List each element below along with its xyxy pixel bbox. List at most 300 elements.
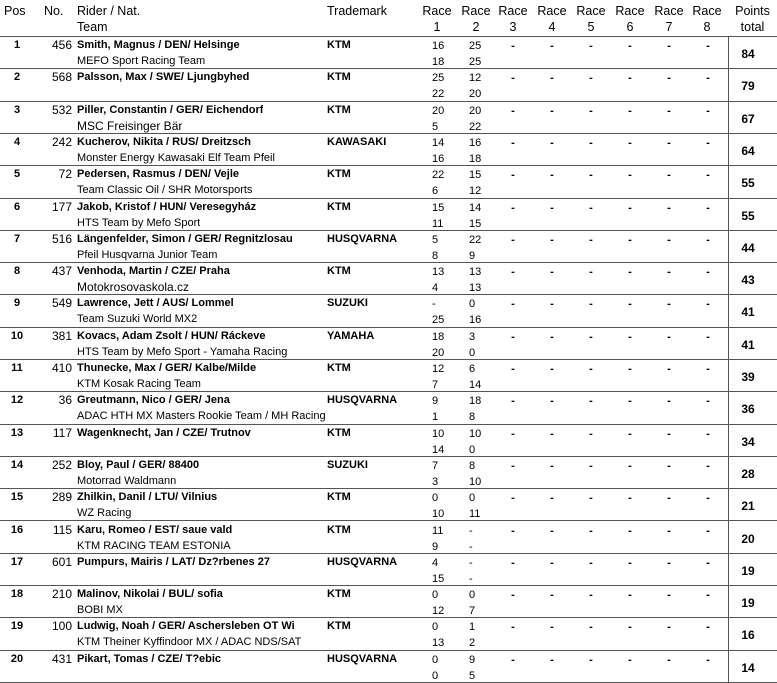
rider-position: 3 xyxy=(13,103,21,116)
header-race-7-number: 7 xyxy=(665,20,673,34)
rider-number: 72 xyxy=(58,167,72,182)
race-8-result: - xyxy=(706,330,710,343)
rider-name: Thunecke, Max / GER/ Kalbe/Milde xyxy=(77,362,257,374)
race-1-result: 5 xyxy=(432,233,439,246)
race-8-result: - xyxy=(706,169,710,182)
rider-team: WZ Racing xyxy=(77,507,132,520)
table-header xyxy=(0,0,777,36)
rider-trademark: YAMAHA xyxy=(327,329,375,342)
table-row xyxy=(0,134,777,166)
rider-number: 601 xyxy=(51,554,72,569)
rider-trademark: KTM xyxy=(327,426,351,439)
rider-position: 9 xyxy=(13,297,21,310)
rider-position: 12 xyxy=(10,394,24,407)
rider-position: 7 xyxy=(13,232,21,245)
race-2-result: 13 xyxy=(469,266,482,279)
rider-number: 36 xyxy=(58,393,72,408)
race-6-result: - xyxy=(628,524,632,537)
race-1-result-second: 6 xyxy=(432,185,439,198)
points-total: 28 xyxy=(741,466,755,481)
header-race-8-number: 8 xyxy=(703,20,711,34)
rider-position: 2 xyxy=(13,71,21,84)
race-4-result: - xyxy=(550,556,554,569)
race-3-result: - xyxy=(511,298,515,311)
race-1-result-second: 22 xyxy=(432,88,445,101)
rider-position: 11 xyxy=(11,362,23,374)
race-2-result-second: 8 xyxy=(469,411,476,424)
race-2-result: 9 xyxy=(469,653,476,666)
rider-trademark: KTM xyxy=(327,103,351,116)
rider-number: 210 xyxy=(51,587,72,602)
rider-position: 18 xyxy=(10,588,24,601)
race-8-result: - xyxy=(706,621,710,634)
race-3-result: - xyxy=(511,556,515,569)
race-1-result-second: 11 xyxy=(432,217,444,230)
race-7-result: - xyxy=(667,169,671,182)
rider-team: Pfeil Husqvarna Junior Team xyxy=(77,248,218,261)
header-race-6-label: Race xyxy=(615,4,645,18)
header-points: Points xyxy=(735,4,770,18)
race-3-result: - xyxy=(511,330,515,343)
rider-position: 5 xyxy=(13,168,21,181)
rider-team: MSC Freisinger Bär xyxy=(77,118,183,133)
race-2-result: 14 xyxy=(469,201,482,214)
race-1-result-second: 1 xyxy=(432,411,439,424)
race-1-result: 9 xyxy=(432,395,439,408)
rider-trademark: KTM xyxy=(327,523,351,536)
race-5-result: - xyxy=(589,363,593,375)
race-2-result-second: 7 xyxy=(469,605,476,618)
race-8-result: - xyxy=(706,395,710,408)
table-row xyxy=(0,425,777,457)
rider-position: 13 xyxy=(10,426,24,439)
rider-position: 14 xyxy=(10,458,24,471)
race-1-result: 0 xyxy=(432,653,439,666)
race-5-result: - xyxy=(589,621,593,634)
rider-position: 1 xyxy=(13,39,21,51)
race-6-result: - xyxy=(628,233,632,246)
race-1-result: 14 xyxy=(432,136,445,149)
header-race-1-label: Race xyxy=(422,4,452,18)
race-4-result: - xyxy=(550,136,554,149)
table-row xyxy=(0,37,777,69)
race-8-result: - xyxy=(706,653,710,666)
rider-team: Motorrad Waldmann xyxy=(77,474,177,487)
rider-name: Ludwig, Noah / GER/ Aschersleben OT Wi xyxy=(77,620,295,633)
rider-trademark: KTM xyxy=(327,168,351,181)
race-1-result: 4 xyxy=(432,556,439,569)
race-6-result: - xyxy=(628,589,632,602)
points-total: 21 xyxy=(741,499,755,514)
race-8-result: - xyxy=(706,201,710,214)
rider-team: MEFO Sport Racing Team xyxy=(77,55,206,67)
race-4-result: - xyxy=(550,589,554,602)
header-pos: Pos xyxy=(4,4,26,18)
race-3-result: - xyxy=(511,459,515,472)
race-1-result-second: 8 xyxy=(432,249,439,262)
race-2-result-second: - xyxy=(469,540,473,553)
rider-trademark: KTM xyxy=(327,71,351,84)
race-7-result: - xyxy=(667,136,671,149)
race-6-result: - xyxy=(628,40,632,52)
race-1-result: 15 xyxy=(432,201,445,214)
race-3-result: - xyxy=(511,136,515,149)
race-5-result: - xyxy=(589,492,593,505)
race-6-result: - xyxy=(628,104,632,117)
rider-trademark: KTM xyxy=(327,620,351,633)
rider-name: Karu, Romeo / EST/ saue vald xyxy=(77,523,233,536)
race-8-result: - xyxy=(706,589,710,602)
rider-name: Pumpurs, Mairis / LAT/ Dz?rbenes 27 xyxy=(77,555,270,568)
race-2-result: 3 xyxy=(469,330,476,343)
race-5-result: - xyxy=(589,169,593,182)
race-4-result: - xyxy=(550,72,554,85)
rider-name: Zhilkin, Danil / LTU/ Vilnius xyxy=(77,491,218,504)
table-row xyxy=(0,586,777,618)
points-total: 44 xyxy=(741,240,755,255)
race-1-result-second: 25 xyxy=(432,314,445,327)
rider-trademark: KAWASAKI xyxy=(327,135,387,148)
points-total: 79 xyxy=(741,79,755,94)
race-2-result: - xyxy=(469,524,473,537)
race-1-result: 11 xyxy=(432,524,444,537)
race-2-result-second: 10 xyxy=(469,475,482,488)
header-no: No. xyxy=(44,4,64,18)
race-8-result: - xyxy=(706,233,710,246)
race-4-result: - xyxy=(550,653,554,666)
rider-position: 16 xyxy=(10,523,24,536)
race-2-result-second: 22 xyxy=(469,120,482,133)
race-2-result-second: 13 xyxy=(469,282,482,295)
race-3-result: - xyxy=(511,395,515,408)
race-6-result: - xyxy=(628,169,632,182)
race-4-result: - xyxy=(550,266,554,279)
rider-name: Wagenknecht, Jan / CZE/ Trutnov xyxy=(77,426,251,439)
rider-position: 4 xyxy=(13,135,21,148)
header-race-2-label: Race xyxy=(461,4,491,18)
race-2-result: 16 xyxy=(469,136,482,149)
race-4-result: - xyxy=(550,524,554,537)
race-1-result-second: 5 xyxy=(432,120,439,133)
race-6-result: - xyxy=(628,72,632,85)
race-2-result: 15 xyxy=(469,169,482,182)
race-5-result: - xyxy=(589,298,593,311)
race-7-result: - xyxy=(667,201,671,214)
race-8-result: - xyxy=(706,427,710,440)
rider-team: ADAC HTH MX Masters Rookie Team / MH Racing xyxy=(77,410,326,423)
race-1-result-second: 16 xyxy=(432,152,445,165)
table-row xyxy=(0,618,777,650)
rider-number: 568 xyxy=(51,70,72,85)
race-6-result: - xyxy=(628,266,632,279)
race-6-result: - xyxy=(628,395,632,408)
table-row xyxy=(0,295,777,327)
header-race-8-label: Race xyxy=(692,4,722,18)
points-total: 41 xyxy=(741,337,755,352)
race-1-result-second: 3 xyxy=(432,475,439,488)
race-4-result: - xyxy=(550,169,554,182)
header-race-5-number: 5 xyxy=(587,20,595,34)
rider-name: Bloy, Paul / GER/ 88400 xyxy=(77,458,200,471)
race-1-result: 22 xyxy=(432,169,445,182)
race-3-result: - xyxy=(511,40,515,52)
race-8-result: - xyxy=(706,363,710,375)
race-2-result-second: 0 xyxy=(469,346,476,359)
points-total: 34 xyxy=(741,434,755,449)
race-3-result: - xyxy=(511,169,515,182)
race-8-result: - xyxy=(706,459,710,472)
rider-position: 15 xyxy=(10,491,24,504)
table-row xyxy=(0,489,777,521)
rider-number: 100 xyxy=(51,619,72,634)
points-total: 41 xyxy=(741,305,755,320)
header-team: Team xyxy=(77,20,108,34)
header-race-7-label: Race xyxy=(654,4,684,18)
race-8-result: - xyxy=(706,136,710,149)
race-4-result: - xyxy=(550,395,554,408)
header-rider: Rider / Nat. xyxy=(77,4,141,18)
race-7-result: - xyxy=(667,524,671,537)
race-7-result: - xyxy=(667,363,671,375)
rider-name: Lawrence, Jett / AUS/ Lommel xyxy=(77,297,234,310)
race-5-result: - xyxy=(589,201,593,214)
race-3-result: - xyxy=(511,589,515,602)
rider-number: 177 xyxy=(51,199,72,214)
race-5-result: - xyxy=(589,72,593,85)
points-total: 14 xyxy=(741,660,755,675)
header-race-6-number: 6 xyxy=(626,20,634,34)
race-2-result-second: 2 xyxy=(469,637,476,650)
race-5-result: - xyxy=(589,459,593,472)
race-8-result: - xyxy=(706,266,710,279)
rider-name: Piller, Constantin / GER/ Eichendorf xyxy=(77,103,264,116)
rider-name: Malinov, Nikolai / BUL/ sofia xyxy=(77,588,223,601)
points-total: 19 xyxy=(741,563,755,578)
race-8-result: - xyxy=(706,524,710,537)
race-2-result-second: 11 xyxy=(469,508,481,521)
points-total: 67 xyxy=(741,111,755,126)
race-5-result: - xyxy=(589,136,593,149)
points-total: 55 xyxy=(741,176,755,191)
race-6-result: - xyxy=(628,427,632,440)
race-6-result: - xyxy=(628,459,632,472)
table-row xyxy=(0,554,777,586)
rider-team: KTM Kosak Racing Team xyxy=(77,378,201,390)
rider-number: 437 xyxy=(51,264,72,279)
header-total: total xyxy=(740,20,765,34)
header-race-1-number: 1 xyxy=(433,20,441,34)
race-7-result: - xyxy=(667,427,671,440)
race-3-result: - xyxy=(511,427,515,440)
race-5-result: - xyxy=(589,653,593,666)
race-8-result: - xyxy=(706,298,710,311)
race-1-result-second: 4 xyxy=(432,282,439,295)
rider-name: Pikart, Tomas / CZE/ T?ebic xyxy=(77,652,222,665)
rider-trademark: HUSQVARNA xyxy=(327,652,398,665)
race-7-result: - xyxy=(667,653,671,666)
race-1-result: 0 xyxy=(432,492,439,505)
rider-number: 117 xyxy=(52,425,72,440)
rider-trademark: HUSQVARNA xyxy=(327,555,398,568)
race-2-result-second: 20 xyxy=(469,88,482,101)
points-total: 16 xyxy=(741,628,755,643)
race-2-result-second: 12 xyxy=(469,185,482,198)
race-2-result-second: 0 xyxy=(469,443,476,456)
race-2-result: 22 xyxy=(469,233,482,246)
header-race-3-number: 3 xyxy=(509,20,517,34)
rider-team: Team Classic Oil / SHR Motorsports xyxy=(77,184,253,197)
rider-trademark: SUZUKI xyxy=(327,297,368,310)
race-2-result: 0 xyxy=(469,298,476,311)
race-7-result: - xyxy=(667,589,671,602)
race-3-result: - xyxy=(511,233,515,246)
rider-trademark: HUSQVARNA xyxy=(327,232,398,245)
header-trademark: Trademark xyxy=(327,4,387,18)
race-5-result: - xyxy=(589,524,593,537)
race-1-result: 20 xyxy=(432,104,445,117)
race-5-result: - xyxy=(589,104,593,117)
rider-name: Jakob, Kristof / HUN/ Veresegyház xyxy=(77,200,257,213)
rider-team: Monster Energy Kawasaki Elf Team Pfeil xyxy=(77,151,275,164)
table-row xyxy=(0,360,777,392)
table-row xyxy=(0,102,777,134)
race-1-result-second: 15 xyxy=(432,572,445,585)
race-3-result: - xyxy=(511,363,515,375)
race-6-result: - xyxy=(628,136,632,149)
race-4-result: - xyxy=(550,233,554,246)
rider-position: 20 xyxy=(10,652,24,665)
race-2-result-second: 16 xyxy=(469,314,482,327)
rider-number: 115 xyxy=(52,522,72,537)
rider-name: Pedersen, Rasmus / DEN/ Vejle xyxy=(77,168,240,181)
rider-team: BOBI MX xyxy=(77,604,123,617)
rider-position: 17 xyxy=(10,555,24,568)
table-row xyxy=(0,166,777,198)
table-row xyxy=(0,392,777,424)
race-7-result: - xyxy=(667,330,671,343)
race-1-result-second: 10 xyxy=(432,508,445,521)
header-race-4-label: Race xyxy=(537,4,567,18)
rider-trademark: KTM xyxy=(327,200,351,213)
race-1-result-second: 7 xyxy=(432,379,439,391)
header-race-4-number: 4 xyxy=(548,20,556,34)
table-row xyxy=(0,457,777,489)
race-4-result: - xyxy=(550,459,554,472)
rider-trademark: HUSQVARNA xyxy=(327,394,398,407)
race-6-result: - xyxy=(628,201,632,214)
race-2-result: 12 xyxy=(469,72,482,85)
points-column-divider xyxy=(728,36,729,682)
race-7-result: - xyxy=(667,104,671,117)
race-1-result-second: 20 xyxy=(432,346,445,359)
rider-number: 532 xyxy=(51,102,72,117)
points-total: 84 xyxy=(741,47,755,61)
race-1-result-second: 18 xyxy=(432,56,445,68)
race-7-result: - xyxy=(667,40,671,52)
race-3-result: - xyxy=(511,524,515,537)
race-2-result: 8 xyxy=(469,459,476,472)
race-2-result-second: 25 xyxy=(469,56,482,68)
race-6-result: - xyxy=(628,653,632,666)
rider-trademark: KTM xyxy=(327,39,351,51)
rider-number: 252 xyxy=(51,457,72,472)
rider-position: 6 xyxy=(13,200,21,213)
race-6-result: - xyxy=(628,621,632,634)
race-4-result: - xyxy=(550,427,554,440)
race-2-result: 6 xyxy=(469,363,476,375)
race-7-result: - xyxy=(667,266,671,279)
rider-number: 456 xyxy=(51,38,72,52)
race-3-result: - xyxy=(511,104,515,117)
race-7-result: - xyxy=(667,459,671,472)
rider-position: 19 xyxy=(10,620,24,633)
rider-position: 8 xyxy=(13,265,21,278)
race-5-result: - xyxy=(589,589,593,602)
table-row xyxy=(0,651,777,683)
race-3-result: - xyxy=(511,621,515,634)
table-row xyxy=(0,199,777,231)
race-1-result-second: 14 xyxy=(432,443,445,456)
race-1-result: 0 xyxy=(432,589,439,602)
points-total: 19 xyxy=(741,596,755,611)
race-1-result-second: 13 xyxy=(432,637,445,650)
race-8-result: - xyxy=(706,40,710,52)
race-2-result-second: 14 xyxy=(469,379,482,391)
race-2-result-second: - xyxy=(469,572,473,585)
table-row xyxy=(0,328,777,360)
rider-name: Greutmann, Nico / GER/ Jena xyxy=(77,394,230,407)
race-4-result: - xyxy=(550,330,554,343)
rider-team: KTM Theiner Kyffindoor MX / ADAC NDS/SAT xyxy=(77,636,302,649)
points-total: 43 xyxy=(741,273,755,288)
race-7-result: - xyxy=(667,556,671,569)
race-6-result: - xyxy=(628,556,632,569)
race-2-result: - xyxy=(469,556,473,569)
race-7-result: - xyxy=(667,233,671,246)
rider-name: Längenfelder, Simon / GER/ Regnitzlosau xyxy=(77,232,293,245)
race-8-result: - xyxy=(706,556,710,569)
rider-team: Team Suzuki World MX2 xyxy=(77,313,198,326)
race-4-result: - xyxy=(550,492,554,505)
table-row xyxy=(0,231,777,263)
race-1-result: 25 xyxy=(432,72,445,85)
race-2-result-second: 15 xyxy=(469,217,482,230)
race-2-result: 0 xyxy=(469,589,476,602)
race-3-result: - xyxy=(511,72,515,85)
race-4-result: - xyxy=(550,104,554,117)
rider-team: HTS Team by Mefo Sport xyxy=(77,216,201,229)
race-5-result: - xyxy=(589,556,593,569)
race-2-result: 1 xyxy=(469,621,476,634)
race-8-result: - xyxy=(706,492,710,505)
race-4-result: - xyxy=(550,621,554,634)
header-race-3-label: Race xyxy=(498,4,528,18)
rider-number: 549 xyxy=(51,296,72,311)
race-2-result: 20 xyxy=(469,104,482,117)
race-6-result: - xyxy=(628,363,632,375)
rider-trademark: KTM xyxy=(327,362,351,374)
rider-number: 242 xyxy=(51,134,72,149)
race-2-result: 18 xyxy=(469,395,482,408)
header-race-2-number: 2 xyxy=(472,20,480,34)
race-4-result: - xyxy=(550,363,554,375)
race-7-result: - xyxy=(667,395,671,408)
race-7-result: - xyxy=(667,72,671,85)
race-3-result: - xyxy=(511,653,515,666)
race-1-result: 0 xyxy=(432,621,439,634)
race-8-result: - xyxy=(706,104,710,117)
race-7-result: - xyxy=(667,621,671,634)
